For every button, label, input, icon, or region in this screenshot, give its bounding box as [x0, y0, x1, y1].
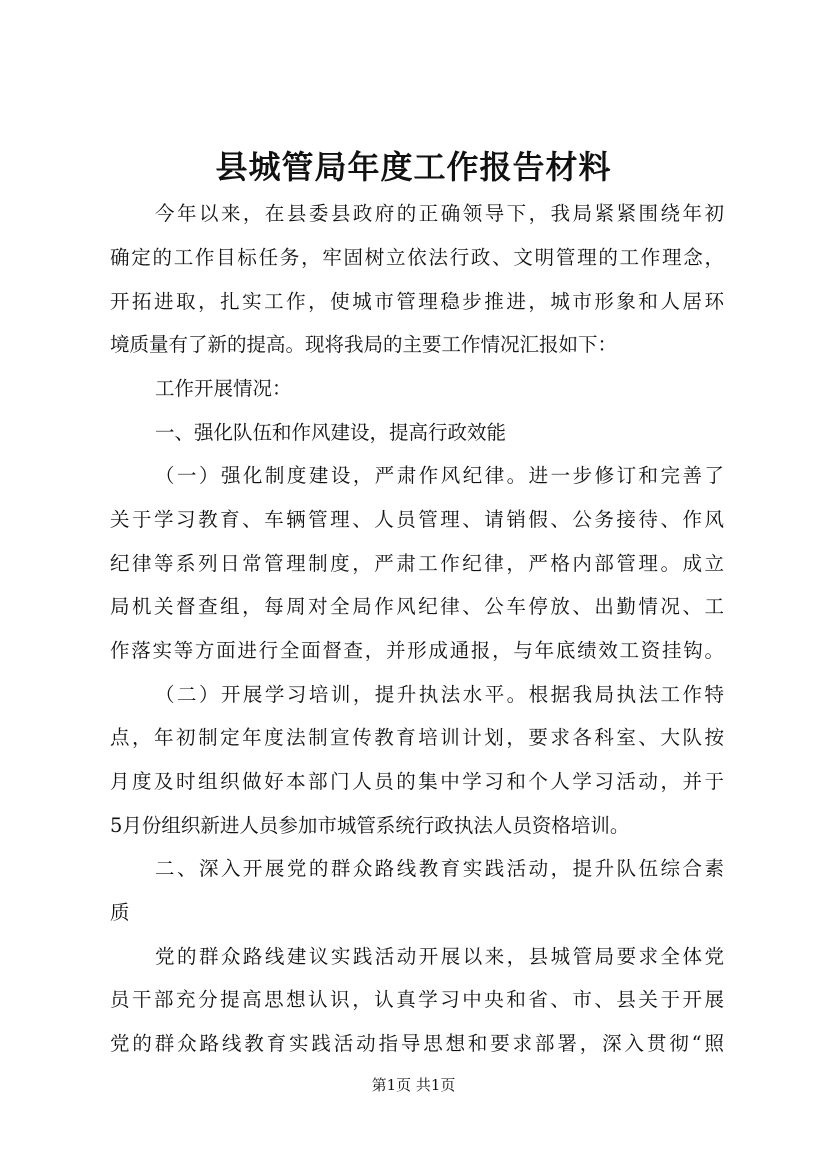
page-number-footer: 第1页 共1页 [371, 1076, 456, 1094]
section-heading: 质 [110, 901, 130, 924]
paragraph-line: 确定的工作目标任务，牢固树立依法行政、文明管理的工作理念， [110, 246, 724, 269]
paragraph-line: 开拓进取，扎实工作，使城市管理稳步推进，城市形象和人居环 [110, 290, 724, 313]
document-title: 县城管局年度工作报告材料 [215, 148, 612, 186]
paragraph-line: 党的群众路线建议实践活动开展以来，县城管局要求全体党 [155, 945, 724, 968]
paragraph-line: 境质量有了新的提高。现将我局的主要工作情况汇报如下： [110, 333, 618, 356]
paragraph-line: 局机关督查组，每周对全局作风纪律、公车停放、出勤情况、工 [110, 595, 724, 618]
section-heading: 工作开展情况： [155, 377, 292, 400]
paragraph-line: 关于学习教育、车辆管理、人员管理、请销假、公务接待、作风 [110, 508, 724, 531]
paragraph-line: （二）开展学习培训，提升执法水平。根据我局执法工作特 [155, 683, 724, 706]
paragraph-line: 作落实等方面进行全面督查，并形成通报，与年底绩效工资挂钩。 [110, 639, 724, 662]
paragraph-line: 5月份组织新进人员参加市城管系统行政执法人员资格培训。 [110, 814, 630, 837]
paragraph-line: 今年以来，在县委县政府的正确领导下，我局紧紧围绕年初 [155, 202, 724, 225]
paragraph-line: （一）强化制度建设，严肃作风纪律。进一步修订和完善了 [155, 464, 724, 487]
paragraph-line: 纪律等系列日常管理制度，严肃工作纪律，严格内部管理。成立 [110, 552, 724, 575]
section-heading: 一、强化队伍和作风建设，提高行政效能 [155, 421, 507, 444]
paragraph-line: 点，年初制定年度法制宣传教育培训计划，要求各科室、大队按 [110, 726, 724, 749]
paragraph-line: 月度及时组织做好本部门人员的集中学习和个人学习活动，并于 [110, 770, 724, 793]
paragraph-line: 员干部充分提高思想认识，认真学习中央和省、市、县关于开展 [110, 988, 724, 1011]
section-heading: 二、深入开展党的群众路线教育实践活动，提升队伍综合素 [155, 857, 724, 880]
paragraph-line: 党的群众路线教育实践活动指导思想和要求部署，深入贯彻“照 [110, 1032, 724, 1055]
